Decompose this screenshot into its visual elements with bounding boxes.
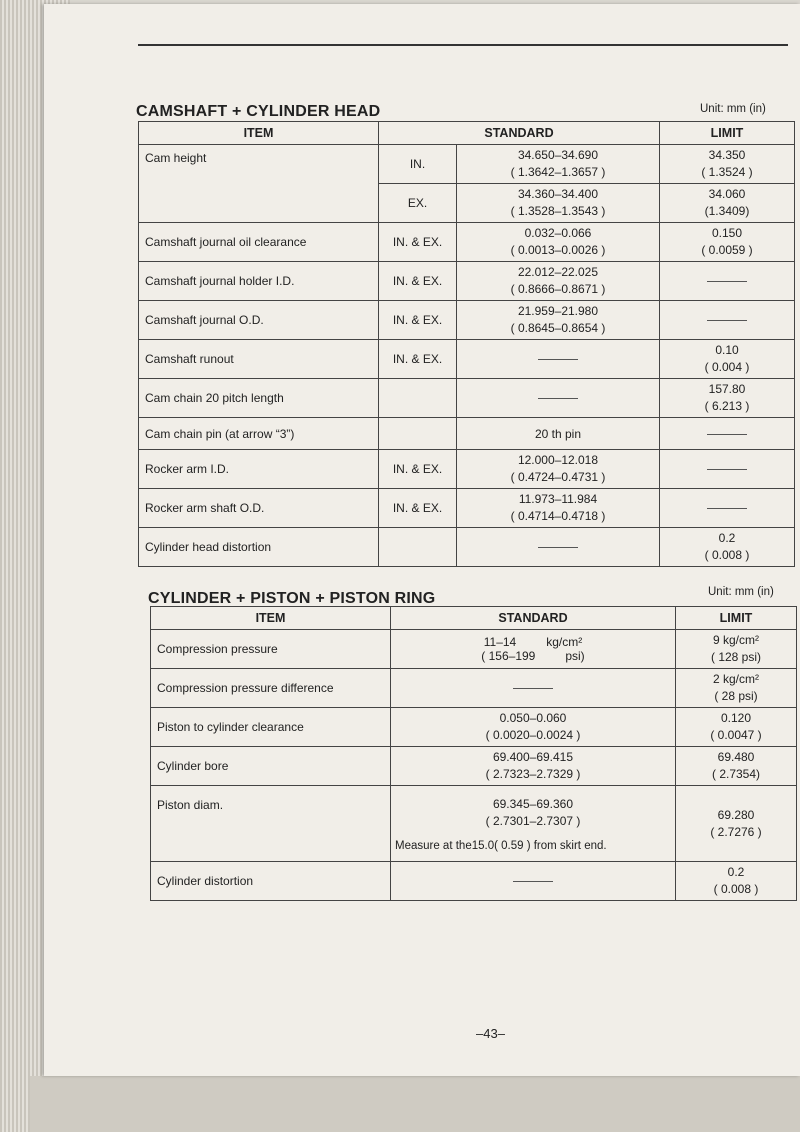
limit-cell <box>660 450 795 489</box>
limit-cell <box>660 489 795 528</box>
table-row <box>151 862 797 901</box>
empty-dash <box>707 434 747 435</box>
table-row <box>139 528 795 567</box>
header-limit: LIMIT <box>660 122 795 145</box>
standard-cell: 34.650–34.690 ( 1.3642–1.3657 ) <box>457 145 660 184</box>
standard-cell <box>391 862 676 901</box>
cylinder-spec-table <box>150 606 797 901</box>
sub-cell: IN. & EX. <box>379 450 457 489</box>
header-item: ITEM <box>151 607 391 630</box>
table-row <box>139 450 795 489</box>
empty-dash <box>538 398 578 399</box>
header-limit: LIMIT <box>676 607 797 630</box>
table-row <box>139 340 795 379</box>
standard-cell <box>457 379 660 418</box>
table-row <box>151 747 797 786</box>
standard-cell: 69.345–69.360 ( 2.7301–2.7307 ) Measure at the15.0( 0.59 ) from skirt end. <box>391 786 676 862</box>
sub-cell <box>379 379 457 418</box>
sub-cell: IN. & EX. <box>379 340 457 379</box>
table-row <box>139 262 795 301</box>
limit-cell: 9 kg/cm² ( 128 psi) <box>676 630 797 669</box>
page-number: –43– <box>476 1026 505 1041</box>
sub-cell: EX. <box>379 184 457 223</box>
sub-cell: IN. & EX. <box>379 301 457 340</box>
section-title-camshaft: CAMSHAFT + CYLINDER HEAD <box>136 103 381 120</box>
limit-cell: 157.80 ( 6.213 ) <box>660 379 795 418</box>
item-cell: Cylinder head distortion <box>139 528 379 567</box>
empty-dash <box>538 547 578 548</box>
sub-cell <box>379 528 457 567</box>
limit-cell <box>660 262 795 301</box>
empty-dash <box>707 281 747 282</box>
section-title-cylinder: CYLINDER + PISTON + PISTON RING <box>148 590 436 607</box>
standard-cell: 34.360–34.400 ( 1.3528–1.3543 ) <box>457 184 660 223</box>
item-cell: Compression pressure difference <box>151 669 391 708</box>
limit-cell: 69.280 ( 2.7276 ) <box>676 786 797 862</box>
table-row <box>151 630 797 669</box>
limit-cell <box>660 418 795 450</box>
limit-cell: 0.120 ( 0.0047 ) <box>676 708 797 747</box>
table-row <box>151 708 797 747</box>
header-standard: STANDARD <box>391 607 676 630</box>
empty-dash <box>513 688 553 689</box>
standard-cell: 69.400–69.415 ( 2.7323–2.7329 ) <box>391 747 676 786</box>
standard-cell: 22.012–22.025 ( 0.8666–0.8671 ) <box>457 262 660 301</box>
item-cell: Compression pressure <box>151 630 391 669</box>
standard-cell <box>457 340 660 379</box>
page-stack-bottom <box>30 1076 800 1132</box>
limit-cell: 34.350 ( 1.3524 ) <box>660 145 795 184</box>
sub-cell: IN. & EX. <box>379 262 457 301</box>
empty-dash <box>707 508 747 509</box>
table-row <box>151 786 797 862</box>
limit-cell: 0.2 ( 0.008 ) <box>676 862 797 901</box>
table-row <box>139 301 795 340</box>
table-row <box>139 489 795 528</box>
sub-cell <box>379 418 457 450</box>
standard-cell: 0.050–0.060 ( 0.0020–0.0024 ) <box>391 708 676 747</box>
standard-cell: 12.000–12.018 ( 0.4724–0.4731 ) <box>457 450 660 489</box>
limit-cell: 34.060 (1.3409) <box>660 184 795 223</box>
top-rule <box>138 44 788 46</box>
item-cell: Cylinder bore <box>151 747 391 786</box>
limit-cell: 0.150 ( 0.0059 ) <box>660 223 795 262</box>
standard-cell: 11.973–11.984 ( 0.4714–0.4718 ) <box>457 489 660 528</box>
unit-label-cylinder: Unit: mm (in) <box>708 586 774 598</box>
limit-cell: 69.480 ( 2.7354) <box>676 747 797 786</box>
empty-dash <box>538 359 578 360</box>
standard-cell <box>391 669 676 708</box>
item-cell: Cam chain pin (at arrow “3”) <box>139 418 379 450</box>
empty-dash <box>707 469 747 470</box>
table-row <box>139 379 795 418</box>
limit-cell: 0.10 ( 0.004 ) <box>660 340 795 379</box>
empty-dash <box>707 320 747 321</box>
camshaft-spec-table <box>138 121 795 567</box>
standard-cell: 0.032–0.066 ( 0.0013–0.0026 ) <box>457 223 660 262</box>
standard-cell: 20 th pin <box>457 418 660 450</box>
table-row <box>151 669 797 708</box>
item-cell: Piston to cylinder clearance <box>151 708 391 747</box>
standard-cell: 11–14 kg/cm² ( 156–199 psi) <box>391 630 676 669</box>
sub-cell: IN. <box>379 145 457 184</box>
table-header-row <box>151 607 797 630</box>
measurement-note: Measure at the15.0( 0.59 ) from skirt end. <box>395 839 607 852</box>
empty-dash <box>513 881 553 882</box>
table-header-row <box>139 122 795 145</box>
table-row <box>139 145 795 184</box>
table-row <box>139 223 795 262</box>
item-cell: Cam chain 20 pitch length <box>139 379 379 418</box>
limit-cell: 0.2 ( 0.008 ) <box>660 528 795 567</box>
limit-cell <box>660 301 795 340</box>
sub-cell: IN. & EX. <box>379 489 457 528</box>
item-cell: Cylinder distortion <box>151 862 391 901</box>
item-cell: Camshaft journal holder I.D. <box>139 262 379 301</box>
sub-cell: IN. & EX. <box>379 223 457 262</box>
header-item: ITEM <box>139 122 379 145</box>
item-cell: Camshaft journal oil clearance <box>139 223 379 262</box>
unit-label-camshaft: Unit: mm (in) <box>700 103 766 115</box>
table-row <box>139 418 795 450</box>
item-cell: Camshaft journal O.D. <box>139 301 379 340</box>
item-cell: Rocker arm I.D. <box>139 450 379 489</box>
standard-cell: 21.959–21.980 ( 0.8645–0.8654 ) <box>457 301 660 340</box>
item-cell: Cam height <box>139 145 379 223</box>
item-cell: Rocker arm shaft O.D. <box>139 489 379 528</box>
limit-cell: 2 kg/cm² ( 28 psi) <box>676 669 797 708</box>
item-cell: Camshaft runout <box>139 340 379 379</box>
standard-cell <box>457 528 660 567</box>
header-standard: STANDARD <box>379 122 660 145</box>
item-cell: Piston diam. <box>151 786 391 862</box>
